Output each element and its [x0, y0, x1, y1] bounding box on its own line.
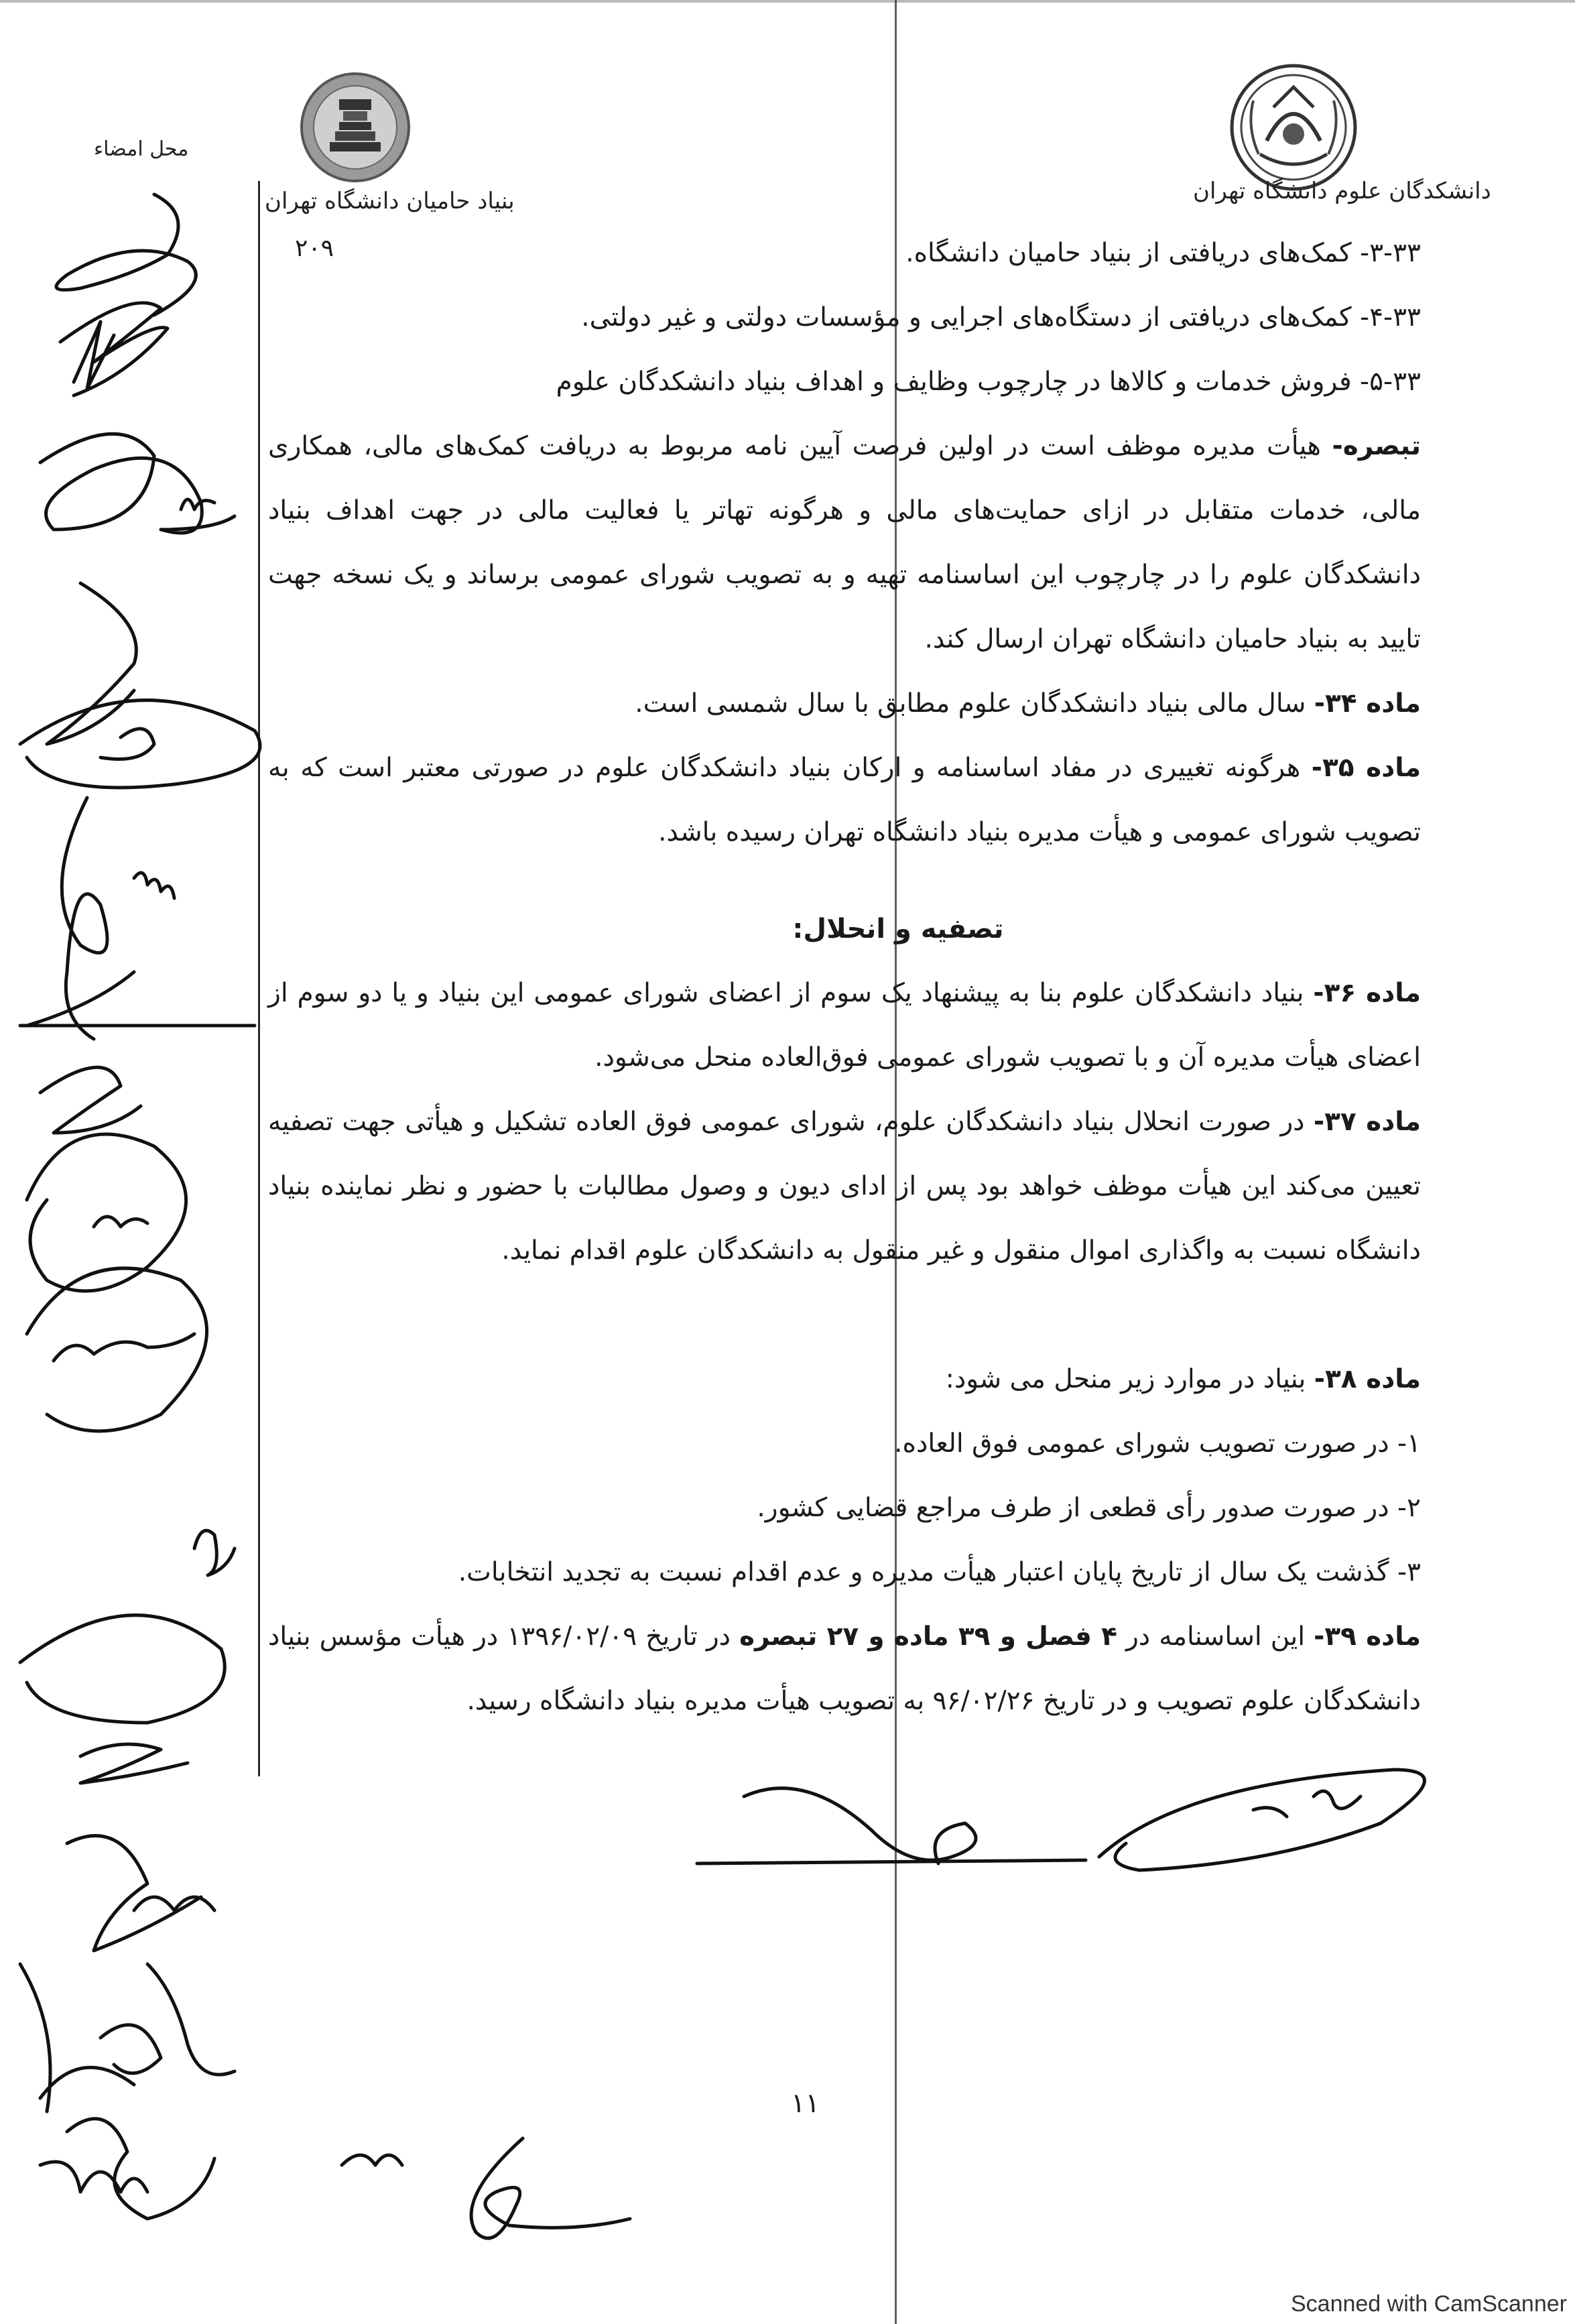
article-36-text: بنیاد دانشکدگان علوم بنا به پیشنهاد یک سوم از اعضای شورای عمومی این بنیاد و یا دو سوم از اعضای هیأت مدیره آن و با تصویب شورای عمومی فوق‌العاده منحل می‌شود.	[268, 978, 1421, 1073]
article-39-text-a: این اساسنامه در	[1117, 1622, 1314, 1652]
university-logo-caption: دانشکدگان علوم دانشگاه تهران	[1193, 178, 1491, 204]
signature-12	[20, 1615, 225, 1723]
signature-10b	[54, 1334, 194, 1361]
paragraph-gap	[268, 1283, 1421, 1347]
signature-11	[194, 1530, 235, 1575]
signature-5	[20, 700, 260, 788]
foundation-logo-icon	[295, 67, 416, 188]
article-35-text: هرگونه تغییری در مفاد اساسنامه و ارکان بنیاد دانشکدگان علوم در صورتی معتبر است که به تصویب شورای عمومی و هیأت مدیره بنیاد دانشگاه تهران رسیده باشد.	[268, 753, 1421, 847]
signature-15	[20, 1964, 134, 2112]
signature-3	[40, 434, 235, 533]
article-38-item-2: ۲- در صورت صدور رأی قطعی از طرف مراجع قضایی کشور.	[757, 1493, 1421, 1523]
signature-17	[67, 2119, 214, 2219]
signature-2	[60, 303, 168, 395]
signature-a	[744, 1788, 976, 1863]
article-37-label: ماده ۳۷-	[1313, 1107, 1421, 1137]
article-39-text-b: در تاریخ ۱۳۹۶/۰۲/۰۹ در هیأت مؤسس بنیاد دانشکدگان علوم تصویب و در تاریخ ۹۶/۰۲/۲۶ به تصویب هیأت مدیره بنیاد دانشگاه رسید.	[268, 1622, 1421, 1716]
document-body	[268, 221, 1421, 1733]
item-33-3: ۳-۳۳- کمک‌های دریافتی از بنیاد حامیان دانشگاه.	[905, 238, 1421, 268]
article-34-text: سال مالی بنیاد دانشکدگان علوم مطابق با سال شمسی است.	[635, 688, 1314, 719]
page-number: ۱۱	[791, 2088, 820, 2119]
top-edge-line	[0, 0, 1575, 3]
signature-14	[67, 1836, 201, 1951]
signature-7b	[27, 972, 134, 1026]
signature-9	[27, 1134, 186, 1291]
page-code: ۲۰۹	[295, 235, 334, 262]
signature-10	[27, 1268, 207, 1431]
signature-a-line	[697, 1860, 1086, 1863]
signature-6b	[134, 873, 174, 898]
signature-13	[80, 1744, 188, 1783]
university-logo-icon	[1226, 60, 1361, 194]
article-34	[268, 672, 1421, 736]
signature-c	[471, 2138, 630, 2238]
note-paragraph	[268, 414, 1421, 672]
board-signatures	[670, 1743, 1541, 1910]
article-38	[268, 1347, 1421, 1412]
article-36-label: ماده ۳۶-	[1313, 978, 1421, 1008]
article-37	[268, 1090, 1421, 1283]
note-text: هیأت مدیره موظف است در اولین فرصت آیین نامه مربوط به دریافت کمک‌های مالی، همکاری مالی، خدمات متقابل در ازای حمایت‌های مالی و هرگونه تهاتر یا فعالیت مالی در جهت اهداف بنیاد دانشکدگان علوم را در چارچوب این اساسنامه تهیه و به تصویب شورای عمومی برساند و یک نسخه جهت تایید به بنیاد حامیان دانشگاه تهران ارسال کند.	[268, 431, 1421, 654]
section-heading: تصفیه و انحلال:	[792, 914, 1004, 944]
signature-18	[40, 2162, 147, 2192]
article-35	[268, 736, 1421, 865]
foundation-logo-caption: بنیاد حامیان دانشگاه تهران	[265, 188, 515, 215]
signature-c-top	[342, 2155, 402, 2165]
bottom-left-signature	[322, 2098, 643, 2252]
signature-1	[56, 194, 196, 315]
scanner-watermark: Scanned with CamScanner	[1290, 2291, 1567, 2317]
signature-5b	[101, 729, 154, 759]
article-36	[268, 961, 1421, 1090]
item-33-4: ۴-۳۳- کمک‌های دریافتی از دستگاه‌های اجرایی و مؤسسات دولتی و غیر دولتی.	[581, 302, 1421, 332]
signature-area-label: محل امضاء	[94, 137, 189, 161]
article-38-item-1: ۱- در صورت تصویب شورای عمومی فوق العاده.	[894, 1428, 1421, 1459]
article-39-bold: ۴ فصل و ۳۹ ماده و ۲۷ تبصره	[739, 1622, 1117, 1652]
article-34-label: ماده ۳۴-	[1314, 688, 1421, 719]
signature-b	[1099, 1770, 1424, 1870]
article-37-text: در صورت انحلال بنیاد دانشکدگان علوم، شورای عمومی فوق العاده تشکیل و هیأتی جهت تصفیه تعیین می‌کند این هیأت موظف خواهد بود پس از ادای دیون و وصول مطالبات با حضور و نظر نماینده بنیاد دانشگاه نسبت به واگذاری اموال منقول و غیر منقول به دانشکدگان علوم اقدام نماید.	[268, 1107, 1421, 1266]
handwritten-signatures	[0, 154, 288, 2299]
article-39	[268, 1605, 1421, 1733]
note-label: تبصره-	[1332, 431, 1421, 461]
signature-8	[40, 1067, 141, 1133]
article-38-label: ماده ۳۸-	[1314, 1364, 1421, 1394]
signature-3b	[181, 499, 214, 509]
signature-9b	[94, 1217, 147, 1227]
item-33-5: ۵-۳۳- فروش خدمات و کالاها در چارچوب وظایف و اهداف بنیاد دانشکدگان علوم	[556, 367, 1421, 397]
article-39-label: ماده ۳۹-	[1314, 1622, 1421, 1652]
signature-16	[101, 1964, 235, 2075]
article-35-label: ماده ۳۵-	[1311, 753, 1422, 783]
article-38-text: بنیاد در موارد زیر منحل می شود:	[945, 1364, 1314, 1394]
article-38-item-3: ۳- گذشت یک سال از تاریخ پایان اعتبار هیأت مدیره و عدم اقدام نسبت به تجدید انتخابات.	[458, 1557, 1421, 1587]
signature-14b	[134, 1897, 214, 1910]
signature-b-mark	[1253, 1791, 1361, 1817]
